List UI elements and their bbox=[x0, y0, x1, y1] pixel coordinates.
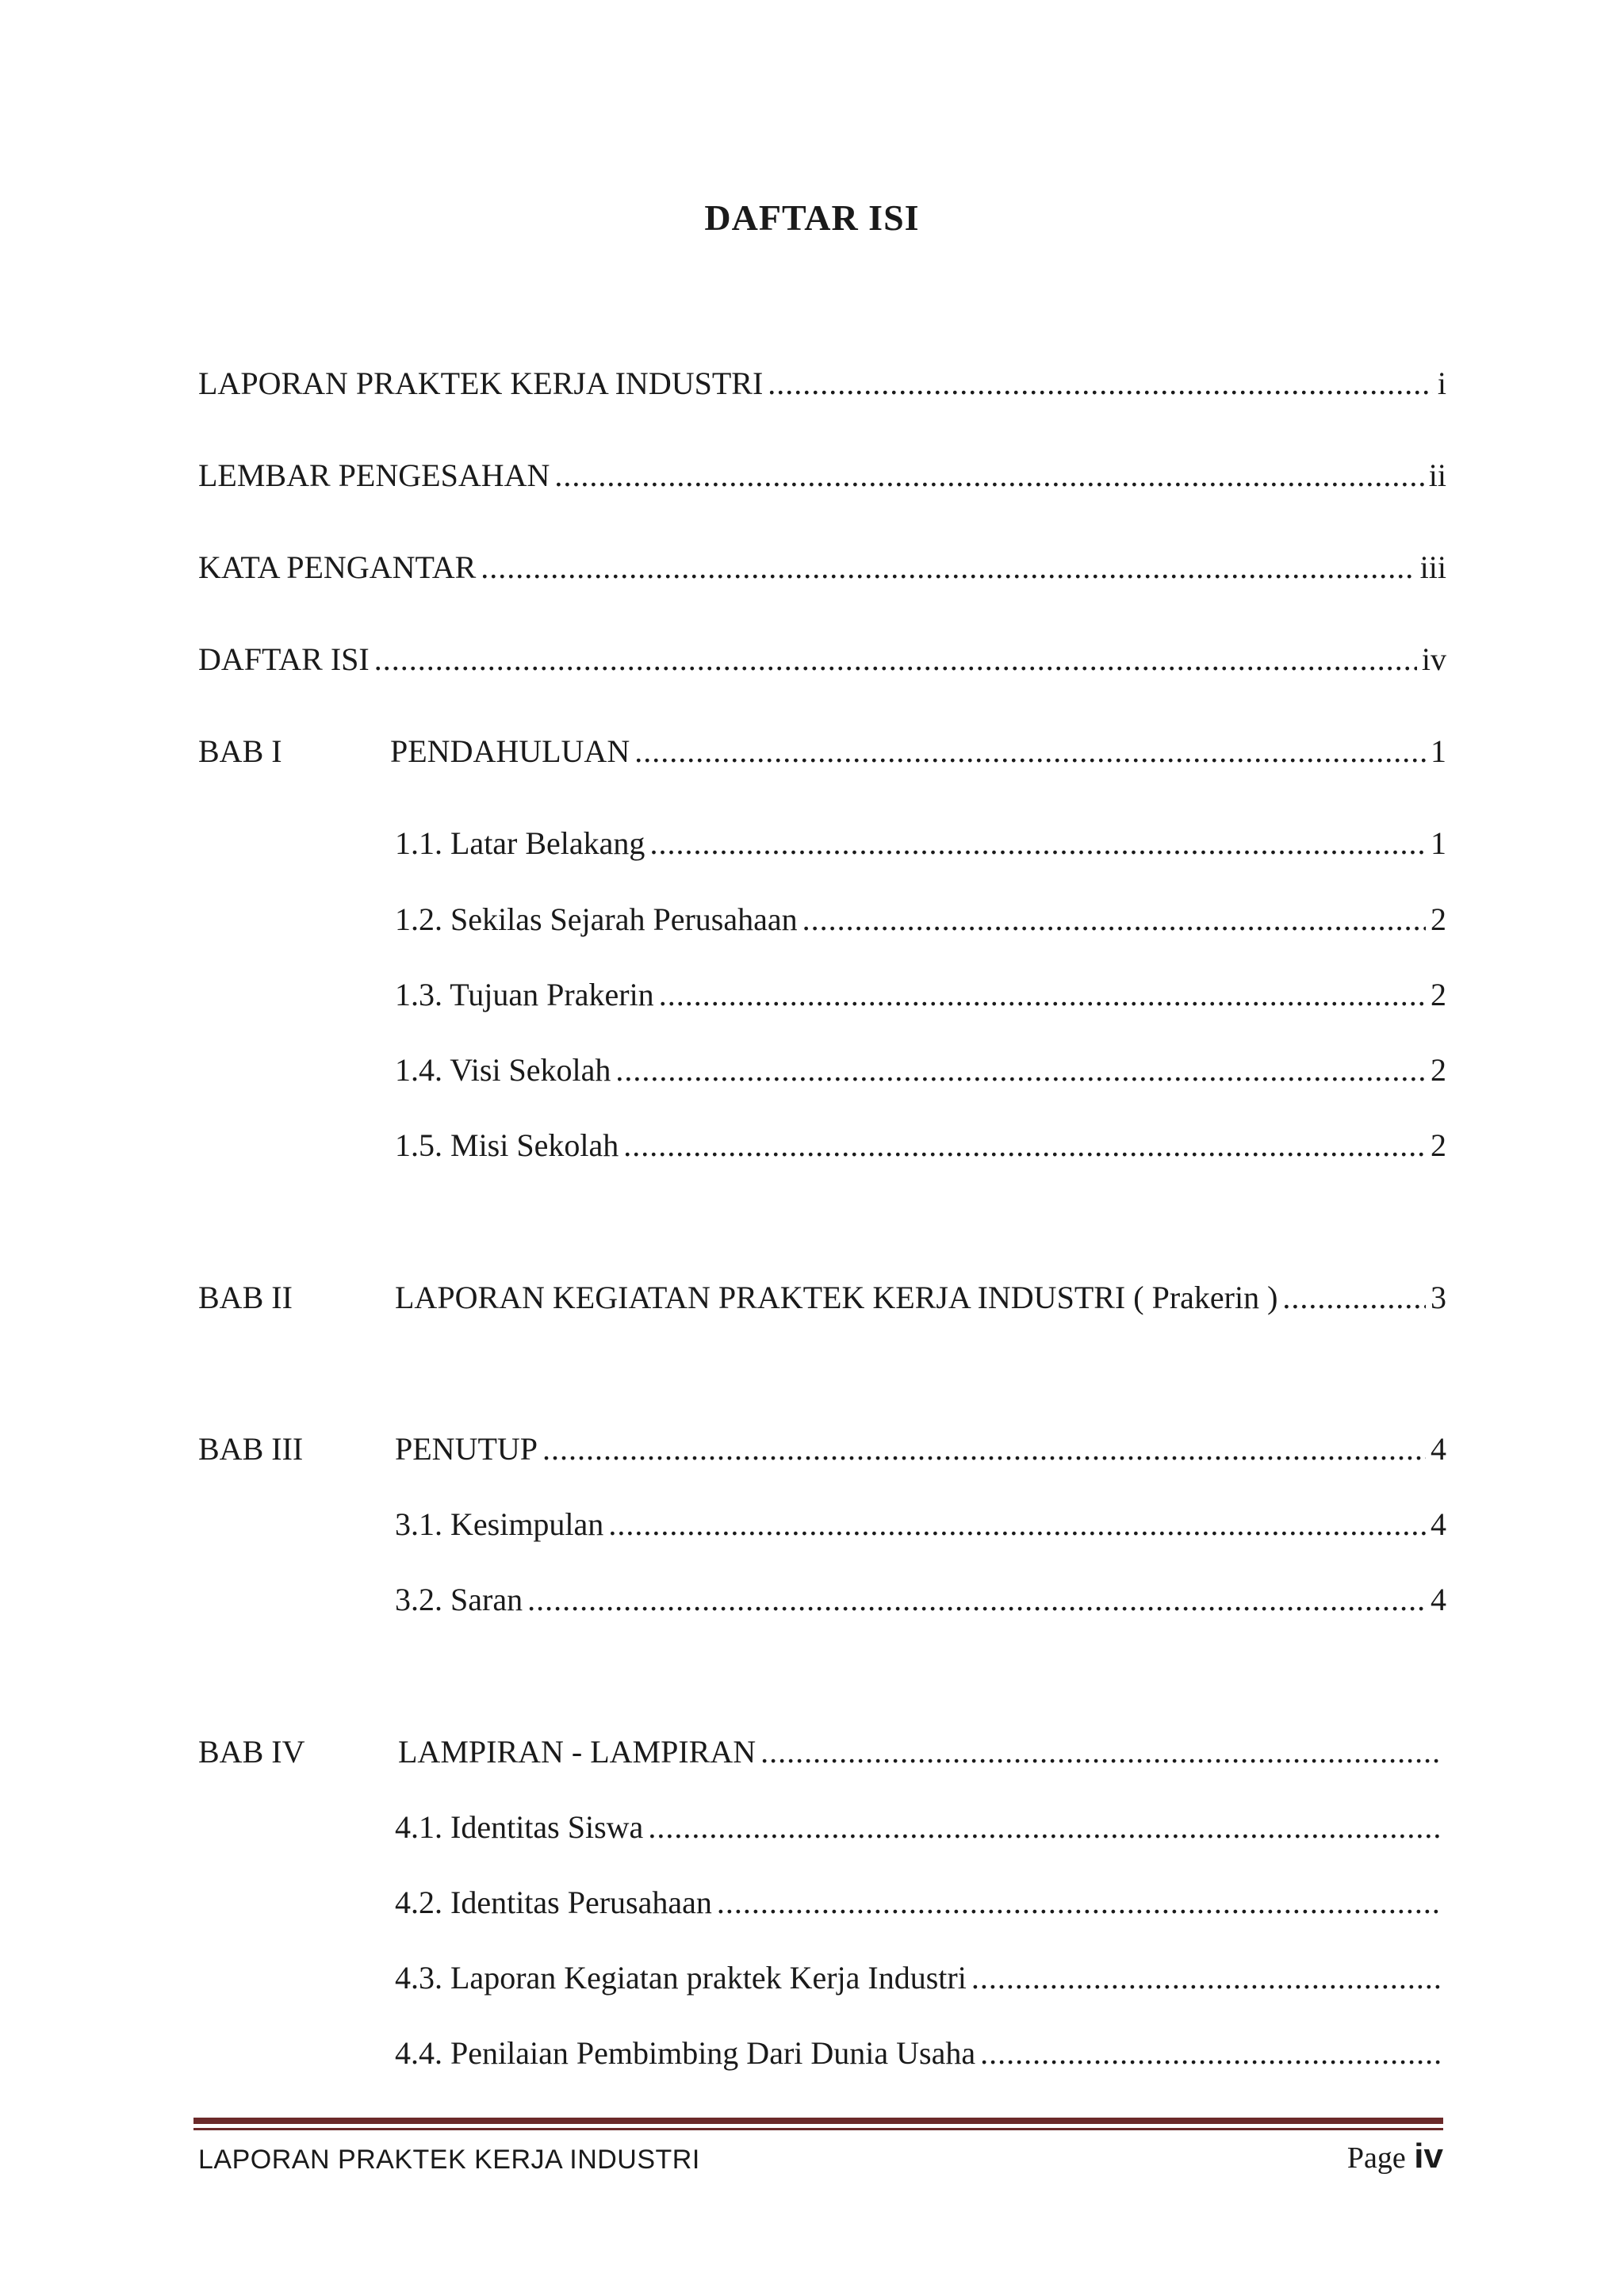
toc-entry[interactable] bbox=[198, 636, 1446, 683]
toc-subsection-entry[interactable] bbox=[198, 2030, 1446, 2077]
toc-subsection-entry[interactable] bbox=[198, 1954, 1446, 2002]
toc-subsection-entry[interactable] bbox=[198, 1501, 1446, 1548]
toc-leader-dots bbox=[554, 452, 1423, 499]
toc-leader-dots bbox=[1282, 1274, 1426, 1322]
toc-leader-dots bbox=[802, 896, 1426, 943]
footer-page-label: Page bbox=[1346, 2141, 1406, 2175]
footer-document-title: LAPORAN PRAKTEK KERJA INDUSTRI bbox=[198, 2145, 700, 2175]
toc-entry-label: 1.1. Latar Belakang bbox=[395, 825, 645, 861]
toc-page-number: 3 bbox=[1431, 1280, 1446, 1315]
toc-chapter-number: BAB IV bbox=[198, 1734, 305, 1770]
toc-entry-label: 1.4. Visi Sekolah bbox=[395, 1052, 611, 1088]
toc-entry-label: LEMBAR PENGESAHAN bbox=[198, 457, 550, 493]
toc-page-number: 2 bbox=[1431, 1127, 1446, 1163]
toc-page-number: 1 bbox=[1431, 733, 1446, 769]
toc-chapter-number: BAB III bbox=[198, 1431, 304, 1467]
toc-entry-label: LAMPIRAN - LAMPIRAN bbox=[398, 1734, 756, 1770]
toc-leader-dots bbox=[649, 820, 1426, 867]
toc-leader-dots bbox=[659, 971, 1426, 1019]
toc-leader-dots bbox=[374, 636, 1417, 683]
toc-subsection-entry[interactable] bbox=[198, 1879, 1446, 1927]
toc-chapter-entry[interactable] bbox=[198, 728, 1446, 775]
toc-page-number: 2 bbox=[1431, 901, 1446, 937]
toc-page-number: 2 bbox=[1431, 1052, 1446, 1088]
toc-entry-label: 3.2. Saran bbox=[395, 1582, 523, 1617]
toc-leader-dots bbox=[634, 728, 1426, 775]
toc-page-number: iii bbox=[1419, 549, 1446, 585]
toc-page-number: 4 bbox=[1431, 1582, 1446, 1617]
page-title: DAFTAR ISI bbox=[704, 197, 920, 238]
toc-chapter-entry[interactable] bbox=[198, 1274, 1446, 1322]
toc-leader-dots bbox=[971, 1954, 1442, 2002]
toc-entry[interactable] bbox=[198, 452, 1446, 499]
toc-leader-dots bbox=[980, 2030, 1442, 2077]
toc-leader-dots bbox=[623, 1122, 1426, 1169]
toc-entry-label: 4.3. Laporan Kegiatan praktek Kerja Industri bbox=[395, 1960, 967, 1996]
footer-divider-thin bbox=[193, 2128, 1443, 2130]
toc-subsection-entry[interactable] bbox=[198, 820, 1446, 867]
toc-chapter-number: BAB I bbox=[198, 733, 282, 769]
toc-subsection-entry[interactable] bbox=[198, 1804, 1446, 1851]
footer-page-number: iv bbox=[1414, 2137, 1443, 2175]
toc-page-number: 2 bbox=[1431, 977, 1446, 1012]
toc-leader-dots bbox=[648, 1804, 1442, 1851]
toc-entry-label: LAPORAN PRAKTEK KERJA INDUSTRI bbox=[198, 365, 764, 401]
toc-chapter-number: BAB II bbox=[198, 1280, 293, 1315]
toc-page-number: iv bbox=[1421, 641, 1446, 677]
toc-entry-label: PENDAHULUAN bbox=[390, 733, 630, 769]
toc-page-number: 1 bbox=[1431, 825, 1446, 861]
toc-leader-dots bbox=[608, 1501, 1426, 1548]
footer-page-indicator bbox=[1347, 2133, 1443, 2182]
toc-entry-label: 1.5. Misi Sekolah bbox=[395, 1127, 619, 1163]
toc-entry-label: KATA PENGANTAR bbox=[198, 549, 477, 585]
toc-entry-label: LAPORAN KEGIATAN PRAKTEK KERJA INDUSTRI ( Prakerin ) bbox=[395, 1280, 1278, 1315]
toc-entry-label: 1.3. Tujuan Prakerin bbox=[395, 977, 654, 1012]
toc-chapter-entry[interactable] bbox=[198, 1425, 1446, 1473]
toc-subsection-entry[interactable] bbox=[198, 896, 1446, 943]
toc-entry-label: DAFTAR ISI bbox=[198, 641, 370, 677]
footer-divider bbox=[193, 2118, 1443, 2124]
toc-subsection-entry[interactable] bbox=[198, 1047, 1446, 1094]
toc-page-number: ii bbox=[1428, 457, 1446, 493]
toc-entry-label: 4.4. Penilaian Pembimbing Dari Dunia Usaha bbox=[395, 2035, 976, 2071]
toc-subsection-entry[interactable] bbox=[198, 1576, 1446, 1624]
toc-entry[interactable] bbox=[198, 360, 1446, 408]
toc-entry-label: 3.1. Kesimpulan bbox=[395, 1506, 604, 1542]
toc-leader-dots bbox=[481, 544, 1415, 591]
toc-page-number: 4 bbox=[1431, 1431, 1446, 1467]
toc-leader-dots bbox=[717, 1879, 1442, 1927]
toc-leader-dots bbox=[542, 1425, 1426, 1473]
toc-entry[interactable] bbox=[198, 544, 1446, 591]
toc-chapter-entry[interactable] bbox=[198, 1728, 1446, 1776]
toc-page-number: 4 bbox=[1431, 1506, 1446, 1542]
toc-entry-label: 4.1. Identitas Siswa bbox=[395, 1809, 644, 1845]
toc-leader-dots bbox=[527, 1576, 1426, 1624]
toc-leader-dots bbox=[760, 1728, 1442, 1776]
toc-entry-label: PENUTUP bbox=[395, 1431, 538, 1467]
toc-entry-label: 4.2. Identitas Perusahaan bbox=[395, 1885, 712, 1920]
toc-leader-dots bbox=[615, 1047, 1426, 1094]
toc-subsection-entry[interactable] bbox=[198, 1122, 1446, 1169]
toc-page-number: i bbox=[1437, 365, 1446, 401]
toc-subsection-entry[interactable] bbox=[198, 971, 1446, 1019]
toc-entry-label: 1.2. Sekilas Sejarah Perusahaan bbox=[395, 901, 798, 937]
toc-leader-dots bbox=[768, 360, 1433, 408]
